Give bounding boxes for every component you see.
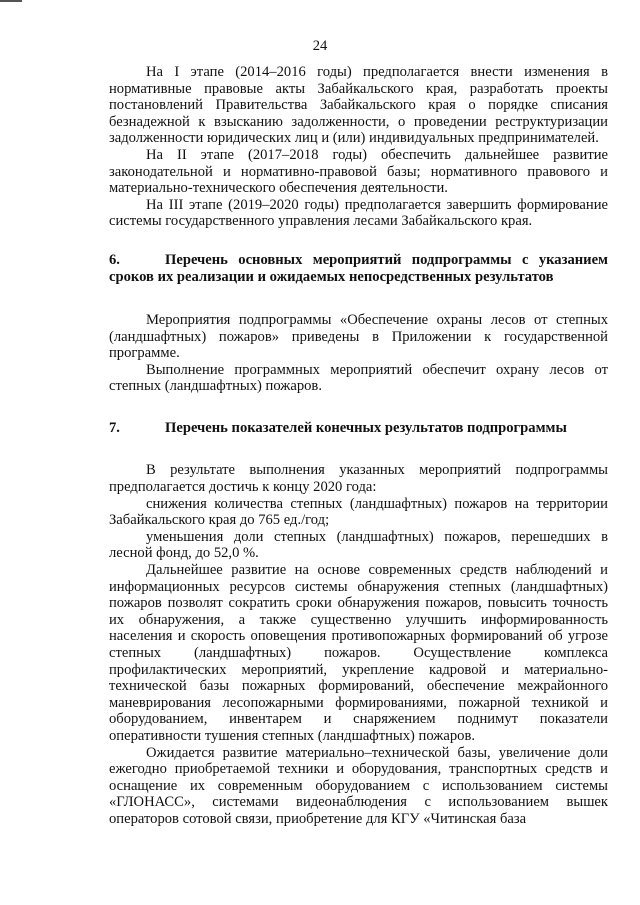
paragraph-stage-2: На II этапе (2017–2018 годы) обеспечить дальнейшее развитие законодательной и нормативно-правовой базы; нормативного правового и материально-технического обеспечения деятельности. — [109, 146, 608, 197]
section-6-title: Перечень основных мероприятий подпрограммы с указанием сроков их реализации и ожидаемых непосредственных результатов — [109, 251, 608, 286]
section-7-paragraph: В результате выполнения указанных мероприятий подпрограммы предполагается достичь к концу 2020 года: — [109, 462, 608, 495]
section-6-paragraph: Мероприятия подпрограммы «Обеспечение охраны лесов от степных (ландшафтных) пожаров» приведены в Приложении к государственной программе. — [109, 311, 608, 362]
section-6-number: 6. — [109, 251, 120, 268]
section-7-paragraph: снижения количества степных (ландшафтных) пожаров на территории Забайкальского края до 765 ед./год; — [109, 495, 608, 529]
spacer — [109, 230, 608, 252]
scan-corner-mark — [0, 0, 22, 2]
section-6-paragraph: Выполнение программных мероприятий обеспечит охрану лесов от степных (ландшафтных) пожаров. — [109, 361, 608, 395]
section-7-paragraph: Дальнейшее развитие на основе современных средств наблюдений и информационных ресурсов системы обнаружения степных (ландшафтных) пожаров позволят сократить сроки обнаружения пожаров, повысить точность их обнаружения, а также существенно улучшить информированность населения и скорость оповещения противопожарных формирований об угрозе степных (ландшафтных) пожаров. Осуществление комплекса профилактических мероприятий, укрепление кадровой и материально-технической базы пожарных формирований, обеспечение межрайонного маневрирования лесопожарными формированиями, пожарной техникой и оборудованием, инвентарем и снаряжением поднимут показатели оперативности тушения степных (ландшафтных) пожаров. — [109, 561, 608, 744]
section-6-heading — [109, 252, 608, 287]
page-number: 24 — [312, 38, 328, 54]
section-7-heading — [109, 420, 608, 438]
section-7-number: 7. — [109, 419, 120, 436]
section-7-title: Перечень показателей конечных результатов подпрограммы — [165, 419, 567, 436]
spacer — [109, 395, 608, 420]
page-content — [109, 64, 608, 827]
section-7-paragraph: Ожидается развитие материально–технической базы, увеличение доли ежегодно приобретаемой техники и оборудования, транспортных средств и оснащение их современным оборудованием с использованием системы «ГЛОНАСС», системами видеонаблюдения с использованием вышек операторов сотовой связи, приобретение для КГУ «Читинская база — [109, 744, 608, 827]
spacer — [109, 287, 608, 312]
paragraph-stage-1: На I этапе (2014–2016 годы) предполагается внести изменения в нормативные правовые акты Забайкальского края, разработать проекты постановлений Правительства Забайкальского края о порядке списания безнадежной к взысканию задолженности, о проведении реструктуризации задолженности юридических лиц и (или) индивидуальных предпринимателей. — [109, 64, 608, 147]
spacer — [109, 437, 608, 462]
paragraph-stage-3: На III этапе (2019–2020 годы) предполагается завершить формирование системы государственного управления лесами Забайкальского края. — [109, 196, 608, 230]
section-7-paragraph: уменьшения доли степных (ландшафтных) пожаров, перешедших в лесной фонд, до 52,0 %. — [109, 528, 608, 562]
